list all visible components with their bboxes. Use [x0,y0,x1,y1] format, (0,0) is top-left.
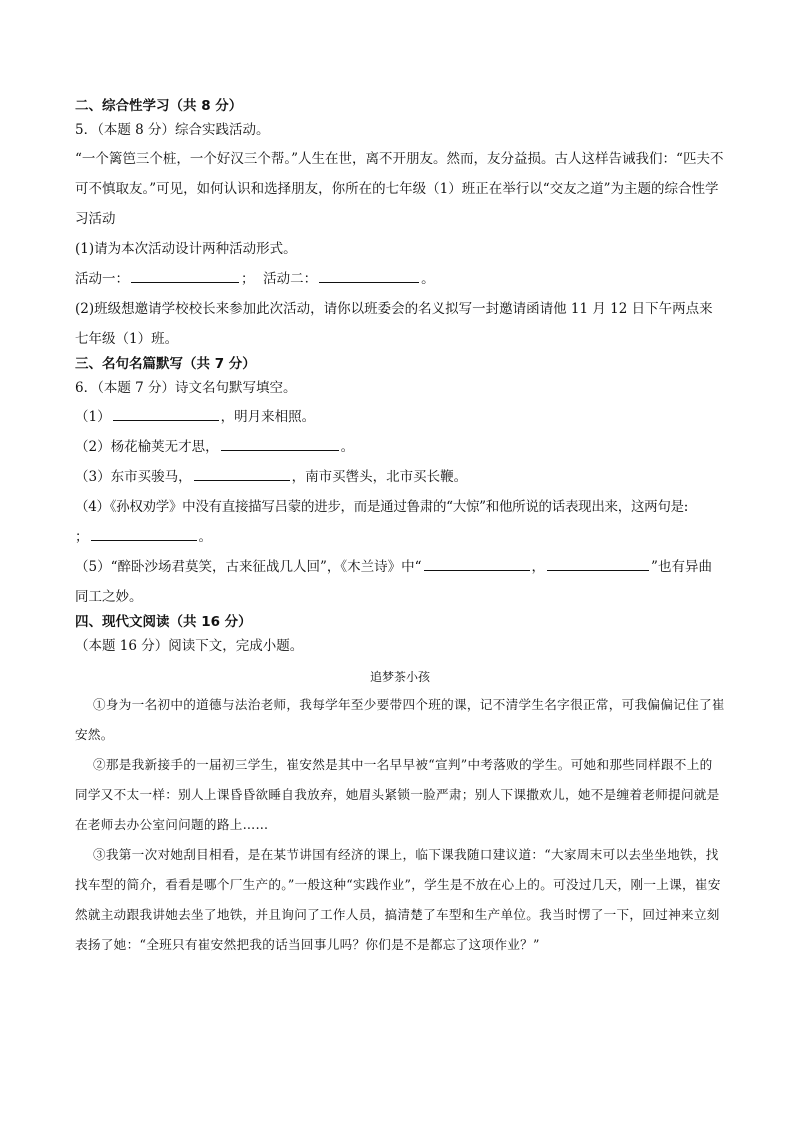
activity2-blank[interactable] [319,268,419,283]
item5-blank1[interactable] [424,556,530,571]
item5-end: ”也有异曲 [651,559,712,575]
activity2-label: 活动二： [263,271,318,287]
article-title: 追梦茶小孩 [369,670,430,684]
q6-item4: （4）《孙权劝学》中没有直接描写吕蒙的进步，而是通过鲁肃的“大惊”和他所说的话表现出来，这两句是: [75,499,688,515]
q6-item5-cont: 同工之妙。 [75,589,143,605]
item4-blank[interactable] [91,526,197,541]
activity-sep: ； [241,271,255,287]
q5-part1: (1)请为本次活动设计两种活动形式。 [75,241,297,257]
article-paragraph-1: ①身为一名初中的道德与法治老师，我每学年至少要带四个班的课，记不清学生名字很正常，可我偏偏记住了崔安然。 [75,697,725,742]
q5-stem: 5．（本题 8 分）综合实践活动。 [75,122,270,138]
activity-end: 。 [421,271,435,287]
item2-text: （2）杨花榆荚无才思， [75,439,219,455]
q5-intro: “一个篱笆三个桩，一个好汉三个帮。”人生在世，离不开朋友。然而，友分益损。古人这样告诫我们：“匹夫不可不慎取友。”可见，如何认识和选择朋友，你所在的七年级（1）班正在举行以“交友之道”为主题的综合性学习活动 [75,151,724,227]
item5-sep: ， [531,559,546,575]
item1-number: （1） [75,409,111,425]
q6-item5 [75,552,725,582]
q5-part2: (2)班级想邀请学校校长来参加此次活动，请你以班委会的名义拟写一封邀请函请他 11 月 12 日下午两点来七年级（1）班。 [75,301,713,347]
article-paragraph-2: ②那是我新接手的一届初三学生，崔安然是其中一名早早被“宣判”中考落败的学生。可她和那些同样跟不上的同学又不太一样：别人上课昏昏欲睡自我放弃，她眉头紧锁一脸严肃；别人下课撒欢儿，她不是缠着老师提问就是在老师去办公室问问题的路上…… [75,757,720,832]
item4-end: 。 [198,529,212,545]
item3-end: ，南市买辔头，北市买长鞭。 [291,469,468,485]
q6-item2 [75,432,725,462]
item1-text: ，明月来相照。 [220,409,316,425]
exam-page [75,96,725,960]
item3-blank[interactable] [194,466,290,481]
q6-item4-answer [75,522,725,552]
q6-stem: 6．（本题 7 分）诗文名句默写填空。 [75,380,297,396]
item1-blank[interactable] [113,406,219,421]
reading-stem: （本题 16 分）阅读下文，完成小题。 [75,638,304,654]
section2-heading: 二、综合性学习（共 8 分） [75,98,243,114]
section3-heading: 三、名句名篇默写（共 7 分） [75,356,256,372]
activity1-blank[interactable] [131,268,239,283]
q5-activities-line [75,264,725,294]
item2-blank[interactable] [221,436,339,451]
q6-item3 [75,462,725,492]
item4-sep: ； [75,529,89,545]
item2-end: 。 [340,439,355,455]
activity1-label: 活动一： [75,271,129,287]
q6-item1 [75,402,725,432]
article-paragraph-3: ③我第一次对她刮目相看，是在某节讲国有经济的课上，临下课我随口建议道：“大家周末可以去坐坐地铁，找找车型的简介，看看是哪个厂生产的。”一般这种“实践作业”，学生是不放在心上的。可没过几天，刚一上课，崔安然就主动跟我讲她去坐了地铁，并且询问了工作人员，搞清楚了车型和生产单位。我当时愣了一下，回过神来立刻表扬了她：“全班只有崔安然把我的话当回事儿吗？你们是不是都忘了这项作业？” [75,847,721,952]
item5-blank2[interactable] [547,556,649,571]
item3-text: （3）东市买骏马， [75,469,192,485]
section4-heading: 四、现代文阅读（共 16 分） [75,614,252,630]
item5-text: （5）“醉卧沙场君莫笑，古来征战几人回”，《木兰诗》中“ [75,559,422,575]
